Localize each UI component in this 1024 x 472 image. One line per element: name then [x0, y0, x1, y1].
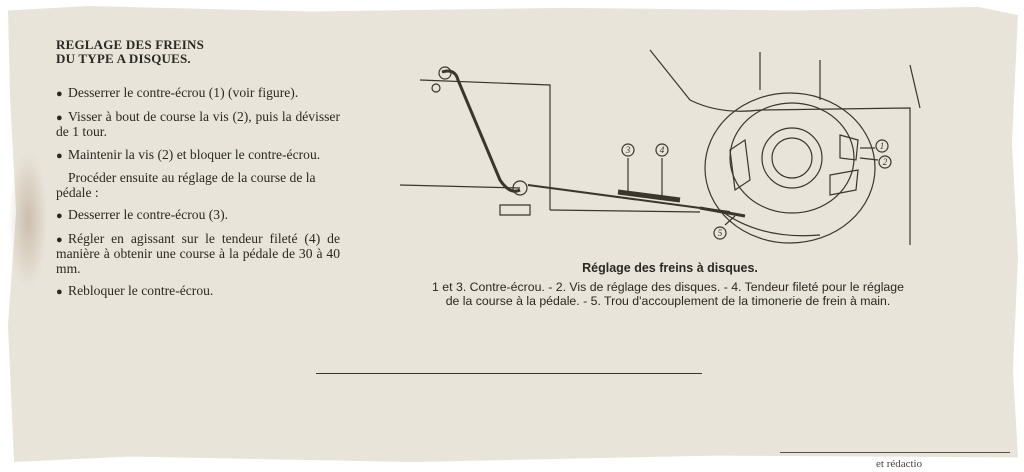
- paper-stain: [8, 150, 48, 290]
- caption-line-2: de la course à la pédale. - 5. Trou d'accouplement de la timonerie de frein à main.: [445, 294, 891, 308]
- caliper-pad: [830, 170, 858, 195]
- bullet-dot: ●: [56, 111, 63, 124]
- instruction-item: ● Desserrer le contre-écrou (1) (voir figure).: [56, 85, 299, 100]
- cut-off-footer-text: et rédactio: [876, 458, 923, 470]
- diagram-label-3: 3: [625, 145, 631, 155]
- pedal-lever: [442, 71, 520, 191]
- chassis-line: [550, 210, 700, 212]
- brake-disc: [730, 103, 854, 213]
- caption-line-1: 1 et 3. Contre-écrou. - 2. Vis de réglage des disques. - 4. Tendeur fileté pour le réglage: [432, 280, 904, 294]
- brake-diagram: [400, 40, 960, 245]
- instruction-item: ● Visser à bout de course la vis (2), puis la dévisser de 1 tour.: [56, 108, 340, 139]
- support-line: [910, 65, 920, 108]
- pedal-pad: [432, 84, 440, 92]
- instructions-column: [56, 38, 340, 308]
- caliper-left: [730, 140, 750, 190]
- leader-line-2: [860, 158, 878, 160]
- instruction-item: ● Régler en agissant sur le tendeur fileté (4) de manière à obtenir une course à la pédale de 30 à 40 mm.: [56, 230, 340, 276]
- figure-caption-title: Réglage des freins à disques.: [582, 261, 758, 275]
- bullet-dot: ●: [56, 149, 63, 162]
- instruction-item: ● Rebloquer le contre-écrou.: [56, 283, 214, 298]
- diagram-label-5: 5: [717, 228, 723, 238]
- instruction-item: ● Maintenir la vis (2) et bloquer le contre-écrou.: [56, 146, 321, 162]
- heading-line-2: DU TYPE A DISQUES.: [56, 51, 191, 66]
- brake-rod: [528, 185, 730, 212]
- separator-rule: [316, 373, 702, 374]
- lever-bracket: [500, 205, 530, 215]
- chassis-line: [400, 185, 520, 188]
- bullet-dot: ●: [56, 233, 63, 246]
- section-heading: [56, 38, 340, 66]
- pedal-pivot: [439, 67, 451, 79]
- hub-inner: [772, 138, 812, 178]
- diagram-label-4: 4: [659, 145, 665, 155]
- diagram-label-1: 1: [879, 141, 885, 151]
- bullet-dot: ●: [56, 286, 63, 298]
- bullet-dot: ●: [56, 210, 63, 222]
- heading-line-1: REGLAGE DES FREINS: [56, 37, 205, 52]
- hub-outer: [762, 128, 822, 188]
- instruction-item: ● Desserrer le contre-écrou (3).: [56, 207, 229, 222]
- bullet-dot: ●: [56, 88, 63, 100]
- diagram-label-2: 2: [882, 157, 888, 167]
- caliper-right: [840, 135, 858, 160]
- intro-paragraph: Procéder ensuite au réglage de la course de la pédale :: [56, 170, 316, 200]
- figure-caption: [368, 280, 968, 308]
- bottom-rule: [780, 452, 1010, 453]
